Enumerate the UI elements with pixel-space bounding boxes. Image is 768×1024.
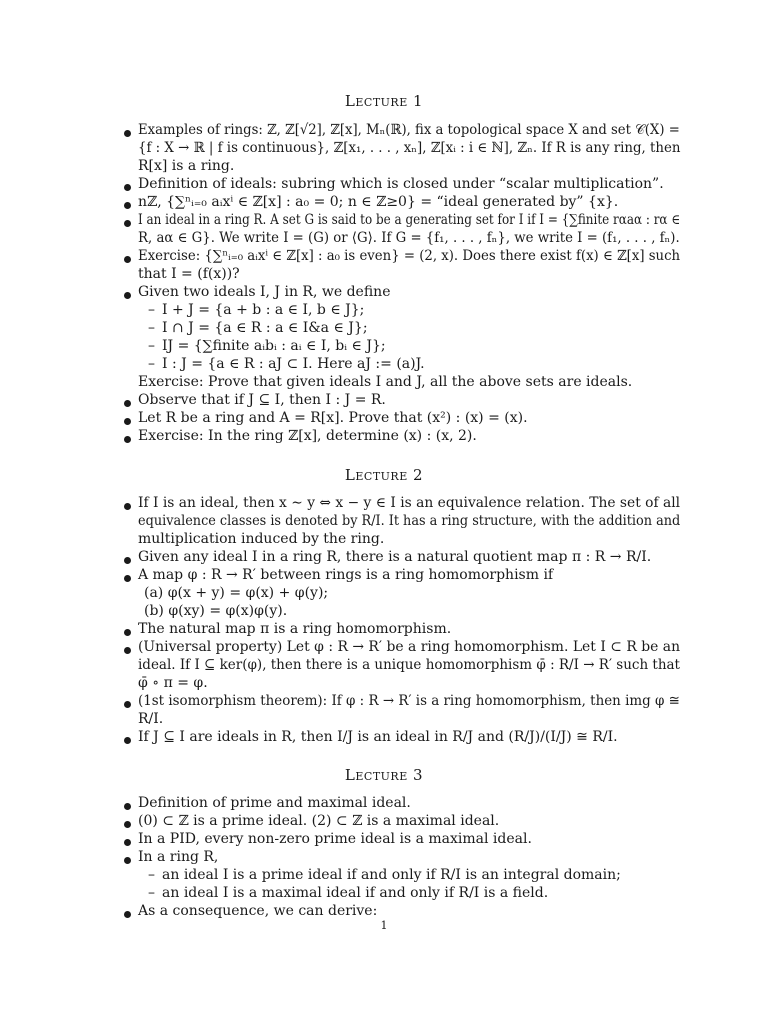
page-number: 1 [380,919,388,932]
bullet [124,184,131,191]
lecture-1-title: Lecture 1 [344,92,424,110]
text-line: R/I. [138,711,164,727]
text-line: that I = (f(x))? [138,266,240,282]
text-line: Examples of rings: ℤ, ℤ[√2], ℤ[x], Mₙ(ℝ), fix a topological space X and set 𝒞(X) = [138,122,680,138]
dash-marker: – [148,338,155,354]
bullet [124,220,131,227]
text-line: Observe that if J ⊆ I, then I : J = R. [138,392,386,408]
text-line: In a ring R, [138,849,219,865]
text-line: I : J = {a ∈ R : aJ ⊂ I. Here aJ := (a)J. [162,356,425,372]
text-line: In a PID, every non-zero prime ideal is a maximal ideal. [138,831,532,847]
text-line: (b) φ(xy) = φ(x)φ(y). [144,603,288,619]
dash-marker: – [148,302,155,318]
text-line: R, aα ∈ G}. We write I = (G) or ⟨G⟩. If G = {f₁, . . . , fₙ}, we write I = (f₁, . . . , fₙ). [138,230,680,246]
text-line: I + J = {a + b : a ∈ I, b ∈ J}; [162,302,365,318]
text-line: If I is an ideal, then x ∼ y ⇔ x − y ∈ I is an equivalence relation. The set of all [138,495,681,511]
text-line: an ideal I is a maximal ideal if and only if R/I is a field. [162,885,549,901]
bullet [124,436,131,443]
text-line: Given two ideals I, J in R, we define [138,284,391,300]
bullet [124,292,131,299]
bullet [124,839,131,846]
dash-marker: – [148,867,155,883]
text-line: IJ = {∑finite aᵢbᵢ : aᵢ ∈ I, bᵢ ∈ J}; [162,338,386,354]
text-line: The natural map π is a ring homomorphism. [138,621,452,637]
bullet [124,575,131,582]
text-line: A map φ : R → R′ between rings is a ring homomorphism if [138,567,554,583]
text-line: Exercise: {∑ⁿᵢ₌₀ aᵢxⁱ ∈ ℤ[x] : a₀ is even} = (2, x). Does there exist f(x) ∈ ℤ[x] such [138,248,681,264]
text-line: (1st isomorphism theorem): If φ : R → R′ is a ring homomorphism, then img φ ≅ [138,693,680,709]
text-line: (a) φ(x + y) = φ(x) + φ(y); [144,585,329,601]
bullet [124,821,131,828]
dash-marker: – [148,885,155,901]
bullet [124,400,131,407]
text-line: ideal. If I ⊆ ker(φ), then there is a unique homomorphism φ̄ : R/I → R′ such that [138,657,680,673]
text-line: As a consequence, we can derive: [138,903,378,919]
bullet [124,911,131,918]
text-line: R[x] is a ring. [138,158,235,174]
bullet [124,701,131,708]
bullet [124,737,131,744]
bullet [124,803,131,810]
text-line: Definition of ideals: subring which is closed under “scalar multiplication”. [138,176,664,192]
text-line: {f : X → ℝ | f is continuous}, ℤ[x₁, . . . , xₙ], ℤ[xᵢ : i ∈ ℕ], ℤₙ. If R is any ring, then [138,140,681,156]
text-line: Exercise: In the ring ℤ[x], determine (x) : (x, 2). [138,428,477,444]
text-line: Let R be a ring and A = R[x]. Prove that (x²) : (x) = (x). [138,410,528,426]
text-line: I an ideal in a ring R. A set G is said to be a generating set for I if I = {∑finite rαaα : rα ∈ [138,212,681,228]
bullet [124,557,131,564]
text-line: Exercise: Prove that given ideals I and J, all the above sets are ideals. [138,374,633,390]
text-line: an ideal I is a prime ideal if and only if R/I is an integral domain; [162,867,621,883]
bullet [124,418,131,425]
lecture-3-title: Lecture 3 [344,766,424,784]
text-line: equivalence classes is denoted by R/I. It has a ring structure, with the addition and [138,513,681,529]
text-line: multiplication induced by the ring. [138,531,385,547]
bullet [124,629,131,636]
lecture-2-title: Lecture 2 [344,466,424,484]
bullet [124,130,131,137]
text-line: If J ⊆ I are ideals in R, then I/J is an ideal in R/J and (R/J)/(I/J) ≅ R/I. [138,729,618,745]
text-line: (Universal property) Let φ : R → R′ be a ring homomorphism. Let I ⊂ R be an [138,639,681,655]
bullet [124,202,131,209]
bullet [124,857,131,864]
text-line: I ∩ J = {a ∈ R : a ∈ I&a ∈ J}; [162,320,368,336]
text-line: (0) ⊂ ℤ is a prime ideal. (2) ⊂ ℤ is a maximal ideal. [138,813,500,829]
dash-marker: – [148,320,155,336]
text-line: Given any ideal I in a ring R, there is a natural quotient map π : R → R/I. [138,549,652,565]
text-line: φ̄ ∘ π = φ. [138,675,208,691]
text-line: nℤ, {∑ⁿᵢ₌₀ aᵢxⁱ ∈ ℤ[x] : a₀ = 0; n ∈ ℤ≥0} = “ideal generated by” {x}. [138,194,619,210]
bullet [124,503,131,510]
bullet [124,647,131,654]
text-line: Definition of prime and maximal ideal. [138,795,411,811]
bullet [124,256,131,263]
dash-marker: – [148,356,155,372]
